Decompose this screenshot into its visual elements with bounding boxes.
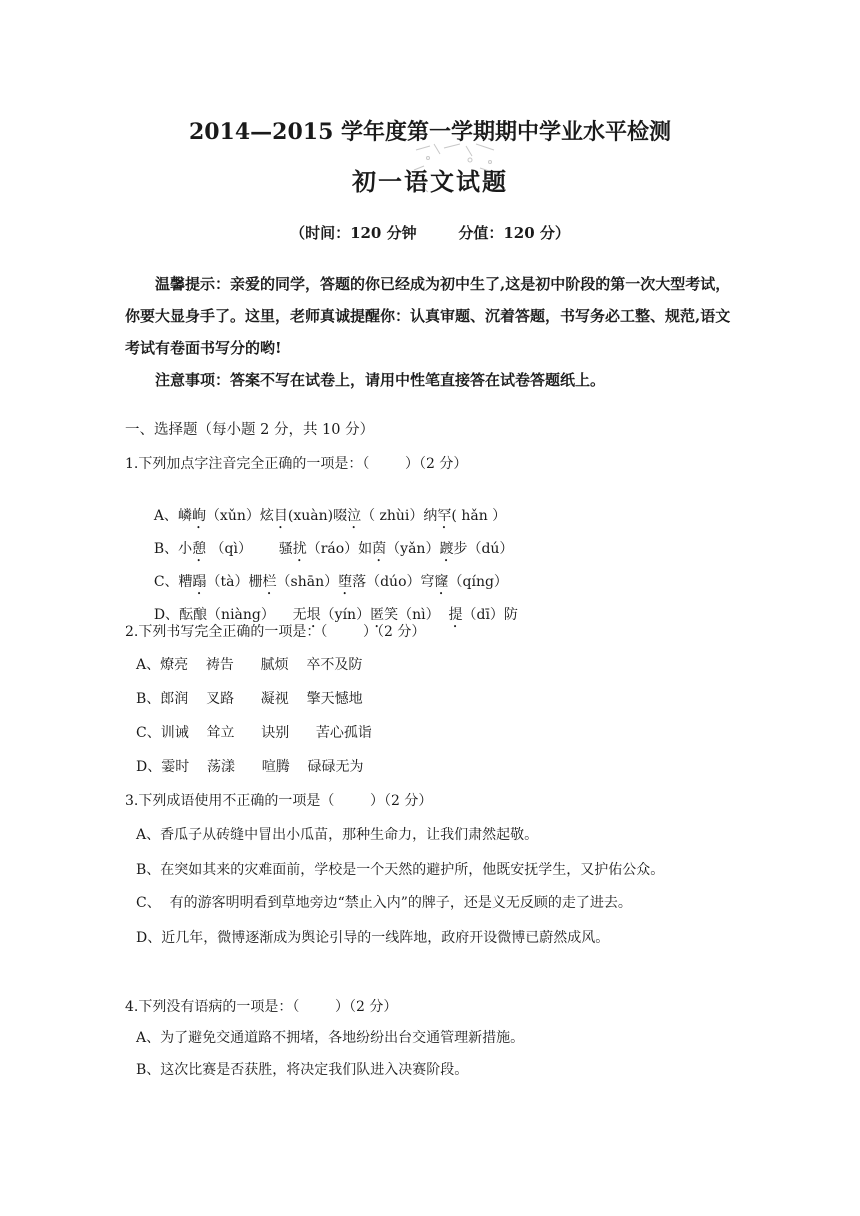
option-text: （niàng） 无 — [207, 607, 307, 623]
question-3-option-d: D、近几年，微博逐渐成为舆论引导的一线阵地，政府开设微博已蔚然成风。 — [136, 930, 610, 946]
dotted-char: 罕 — [437, 508, 452, 524]
exam-time-score: （时间：120 分钟 分值：120 分） — [290, 224, 570, 242]
option-text: B、小 — [153, 541, 193, 557]
dotted-char: 踱 — [439, 541, 454, 557]
option-text: (xuàn)啜 — [287, 508, 348, 524]
exam-title: 2014—2015 学年度第一学期期中学业水平检测 — [188, 119, 672, 145]
question-3-stem: 3.下列成语使用不正确的一项是（ ）（2 分） — [125, 793, 433, 809]
dotted-char: 憩 — [192, 541, 207, 557]
option-text: （yǎn） — [386, 541, 440, 557]
option-text: （xǔn）炫 — [205, 508, 274, 524]
option-text: （qíng） — [448, 574, 508, 590]
option-text: （shān） — [276, 574, 339, 590]
option-text: （dī）防 — [462, 607, 518, 623]
question-2-option-d: D、霎时 荡漾 喧腾 碌碌无为 — [136, 759, 364, 775]
dotted-char: 栏 — [262, 574, 277, 590]
dotted-char: 窿 — [434, 574, 449, 590]
notice: 注意事项：答案不写在试卷上，请用中性笔直接答在试卷答题纸上。 — [155, 371, 606, 389]
question-3-option-a: A、香瓜子从砖缝中冒出小瓜苗，那种生命力，让我们肃然起敬。 — [136, 827, 539, 843]
dotted-char: 泣 — [347, 508, 362, 524]
option-text: A、嶙 — [153, 508, 192, 524]
option-text: （ráo）如 — [306, 541, 373, 557]
question-1-stem: 1.下列加点字注音完全正确的一项是：（ ）（2 分） — [125, 456, 468, 472]
dotted-char: 目 — [273, 508, 288, 524]
section-heading: 一、选择题（每小题 2 分，共 10 分） — [125, 422, 375, 438]
question-2-option-c: C、训诫 耸立 诀别 苦心孤诣 — [136, 725, 372, 741]
dotted-char: 峋 — [191, 508, 206, 524]
option-text: （yín） — [320, 607, 371, 623]
question-4-stem: 4.下列没有语病的一项是：（ ）（2 分） — [125, 999, 398, 1015]
option-text: （qì） 骚 — [206, 541, 293, 557]
option-text: ( hǎn ） — [451, 508, 507, 524]
dotted-char: 扰 — [292, 541, 307, 557]
question-4-option-a: A、为了避免交通道路不拥堵，各地纷纷出台交通管理新措施。 — [136, 1030, 525, 1046]
option-text: 笑（nì） — [384, 607, 449, 623]
question-2-stem: 2.下列书写完全正确的一项是：（ ）（2 分） — [125, 624, 426, 640]
option-text: 步（dú） — [453, 541, 514, 557]
option-text: D、酝 — [153, 607, 194, 623]
question-3-option-b: B、在突如其来的灾难面前，学校是一个天然的避护所，他既安抚学生，又护佑公众。 — [136, 862, 665, 878]
option-text: （ zhùi）纳 — [361, 508, 438, 524]
dotted-char: 匿 — [370, 607, 385, 623]
question-2-option-a: A、燎亮 祷告 腻烦 卒不及防 — [136, 657, 363, 673]
warm-tips: 温馨提示：亲爱的同学，答题的你已经成为初中生了,这是初中阶段的第一次大型考试，你要大显身手了。这里，老师真诚提醒你：认真审题、沉着答题，书写务必工整、规范,语文考试有卷面书写分的哟! — [125, 275, 731, 357]
question-3-option-c: C、 有的游客明明看到草地旁边“禁止入内”的牌子，还是义无反顾的走了进去。 — [136, 895, 632, 911]
question-2-option-b: B、郎润 叉路 凝视 擎天憾地 — [136, 691, 363, 707]
dotted-char: 酿 — [193, 607, 208, 623]
option-text: 落（dúo）穹 — [352, 574, 435, 590]
dotted-char: 提 — [448, 607, 463, 623]
exam-subtitle: 初一语文试题 — [352, 167, 508, 196]
dotted-char: 垠 — [306, 607, 321, 623]
dotted-char: 茵 — [372, 541, 387, 557]
dotted-char: 堕 — [338, 574, 353, 590]
option-text: （tà）栅 — [206, 574, 263, 590]
option-text: C、糟 — [153, 574, 193, 590]
question-4-option-b: B、这次比赛是否获胜，将决定我们队进入决赛阶段。 — [136, 1062, 469, 1078]
dotted-char: 蹋 — [192, 574, 207, 590]
